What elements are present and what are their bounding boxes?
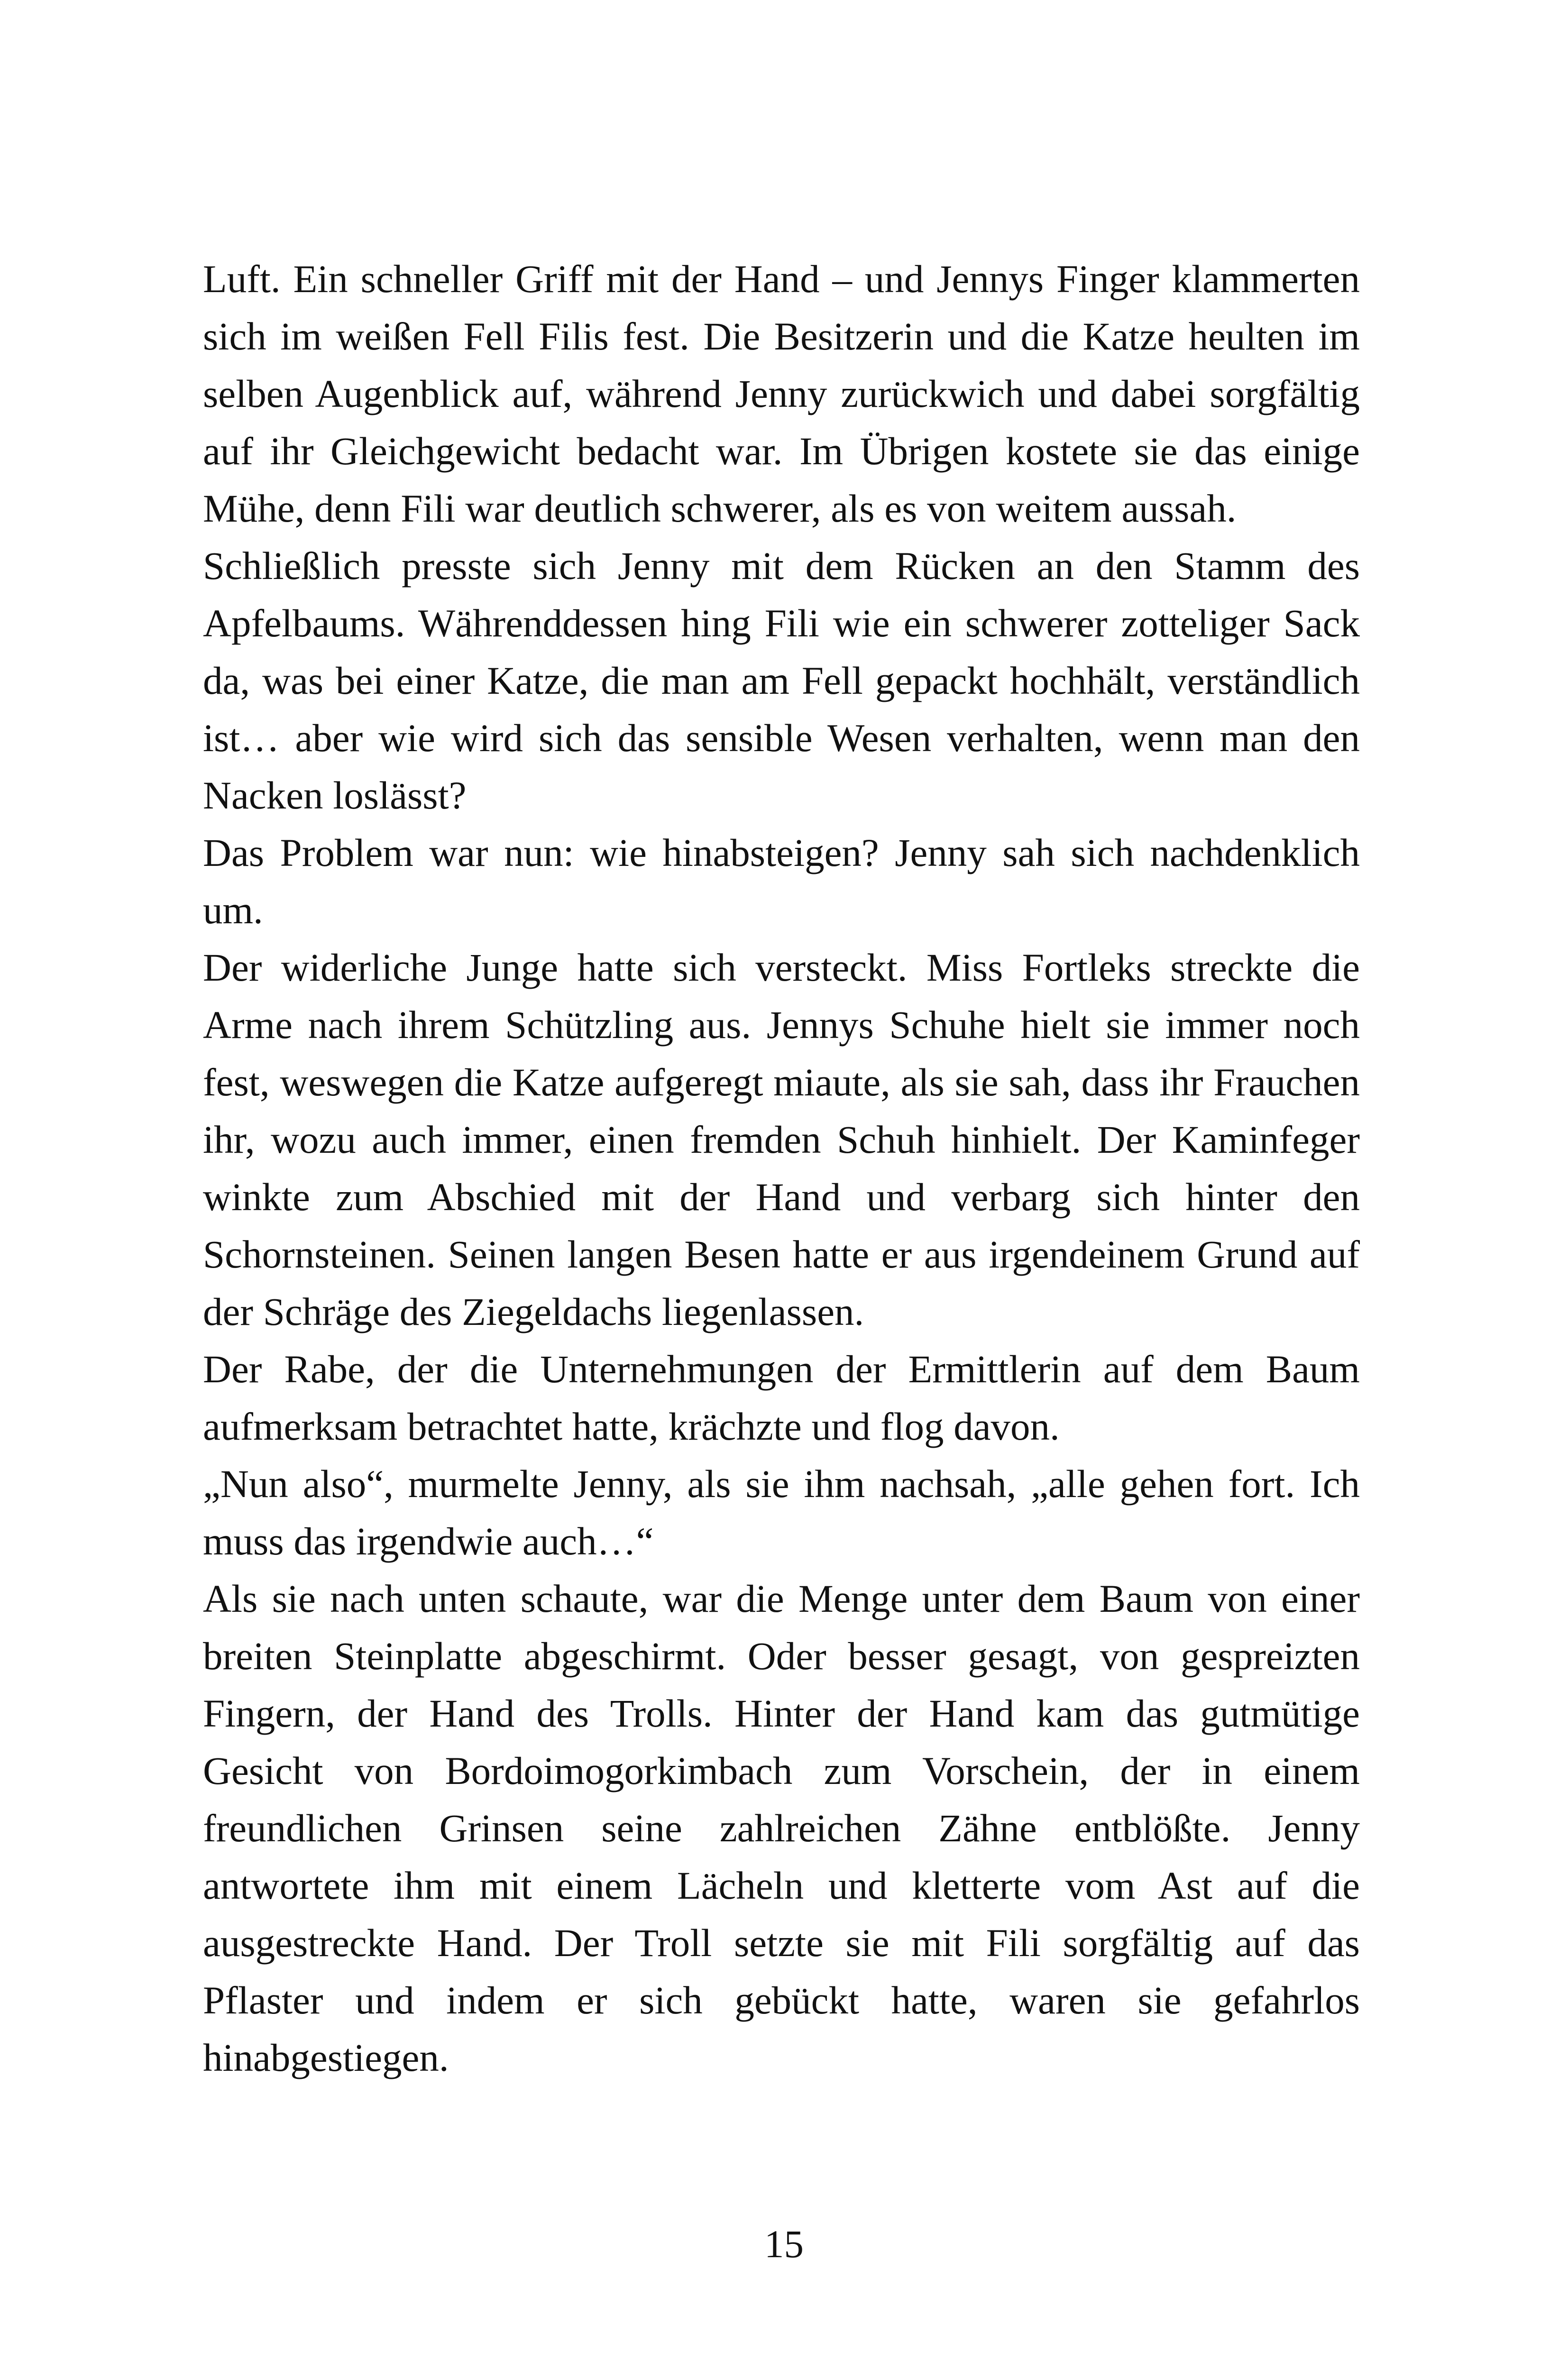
paragraph: Der widerliche Junge hatte sich versteckt. Miss Fortleks streckte die Arme nach ihrem Schützling aus. Jennys Schuhe hielt sie immer noch fest, weswegen die Katze aufgeregt miaute, als sie sah, dass ihr Frauchen ihr, wozu auch immer, einen fremden Schuh hinhielt. Der Kaminfeger winkte zum Abschied mit der Hand und verbarg sich hinter den Schornsteinen. Seinen langen Besen hatte er aus irgendeinem Grund auf der Schräge des Ziegeldachs liegenlassen.: [203, 946, 1360, 1333]
paragraph: Als sie nach unten schaute, war die Menge unter dem Baum von einer breiten Steinplatte abgeschirmt. Oder besser gesagt, von gespreizten Fingern, der Hand des Trolls. Hinter der Hand kam das gutmütige Gesicht von Bordoimogorkimbach zum Vorschein, der in einem freundlichen Grinsen seine zahlreichen Zähne entblößte. Jenny antwortete ihm mit einem Lächeln und kletterte vom Ast auf die ausgestreckte Hand. Der Troll setzte sie mit Fili sorgfältig auf das Pflaster und indem er sich gebückt hatte, waren sie gefahrlos hinabgestiegen.: [203, 1577, 1360, 2079]
paragraph: „Nun also“, murmelte Jenny, als sie ihm nachsah, „alle gehen fort. Ich muss das irgendwie auch…“: [203, 1462, 1360, 1563]
paragraph: Luft. Ein schneller Griff mit der Hand – und Jennys Finger klammerten sich im weißen Fell Filis fest. Die Besitzerin und die Katze heulten im selben Augenblick auf, während Jenny zurückwich und dabei sorgfältig auf ihr Gleichgewicht bedacht war. Im Übrigen kostete sie das einige Mühe, denn Fili war deutlich schwerer, als es von weitem aussah.: [203, 257, 1360, 530]
body-text: [203, 250, 1360, 2086]
paragraph: Das Problem war nun: wie hinabsteigen? Jenny sah sich nachdenklich um.: [203, 831, 1360, 932]
paragraph: Schließlich presste sich Jenny mit dem Rücken an den Stamm des Apfelbaums. Währenddessen hing Fili wie ein schwerer zotteliger Sack da, was bei einer Katze, die man am Fell gepackt hochhält, verständlich ist… aber wie wird sich das sensible Wesen verhalten, wenn man den Nacken loslässt?: [203, 544, 1360, 817]
page-number: 15: [764, 2222, 804, 2266]
paragraph: Der Rabe, der die Unternehmungen der Ermittlerin auf dem Baum aufmerksam betrachtet hatte, krächzte und flog davon.: [203, 1347, 1360, 1448]
